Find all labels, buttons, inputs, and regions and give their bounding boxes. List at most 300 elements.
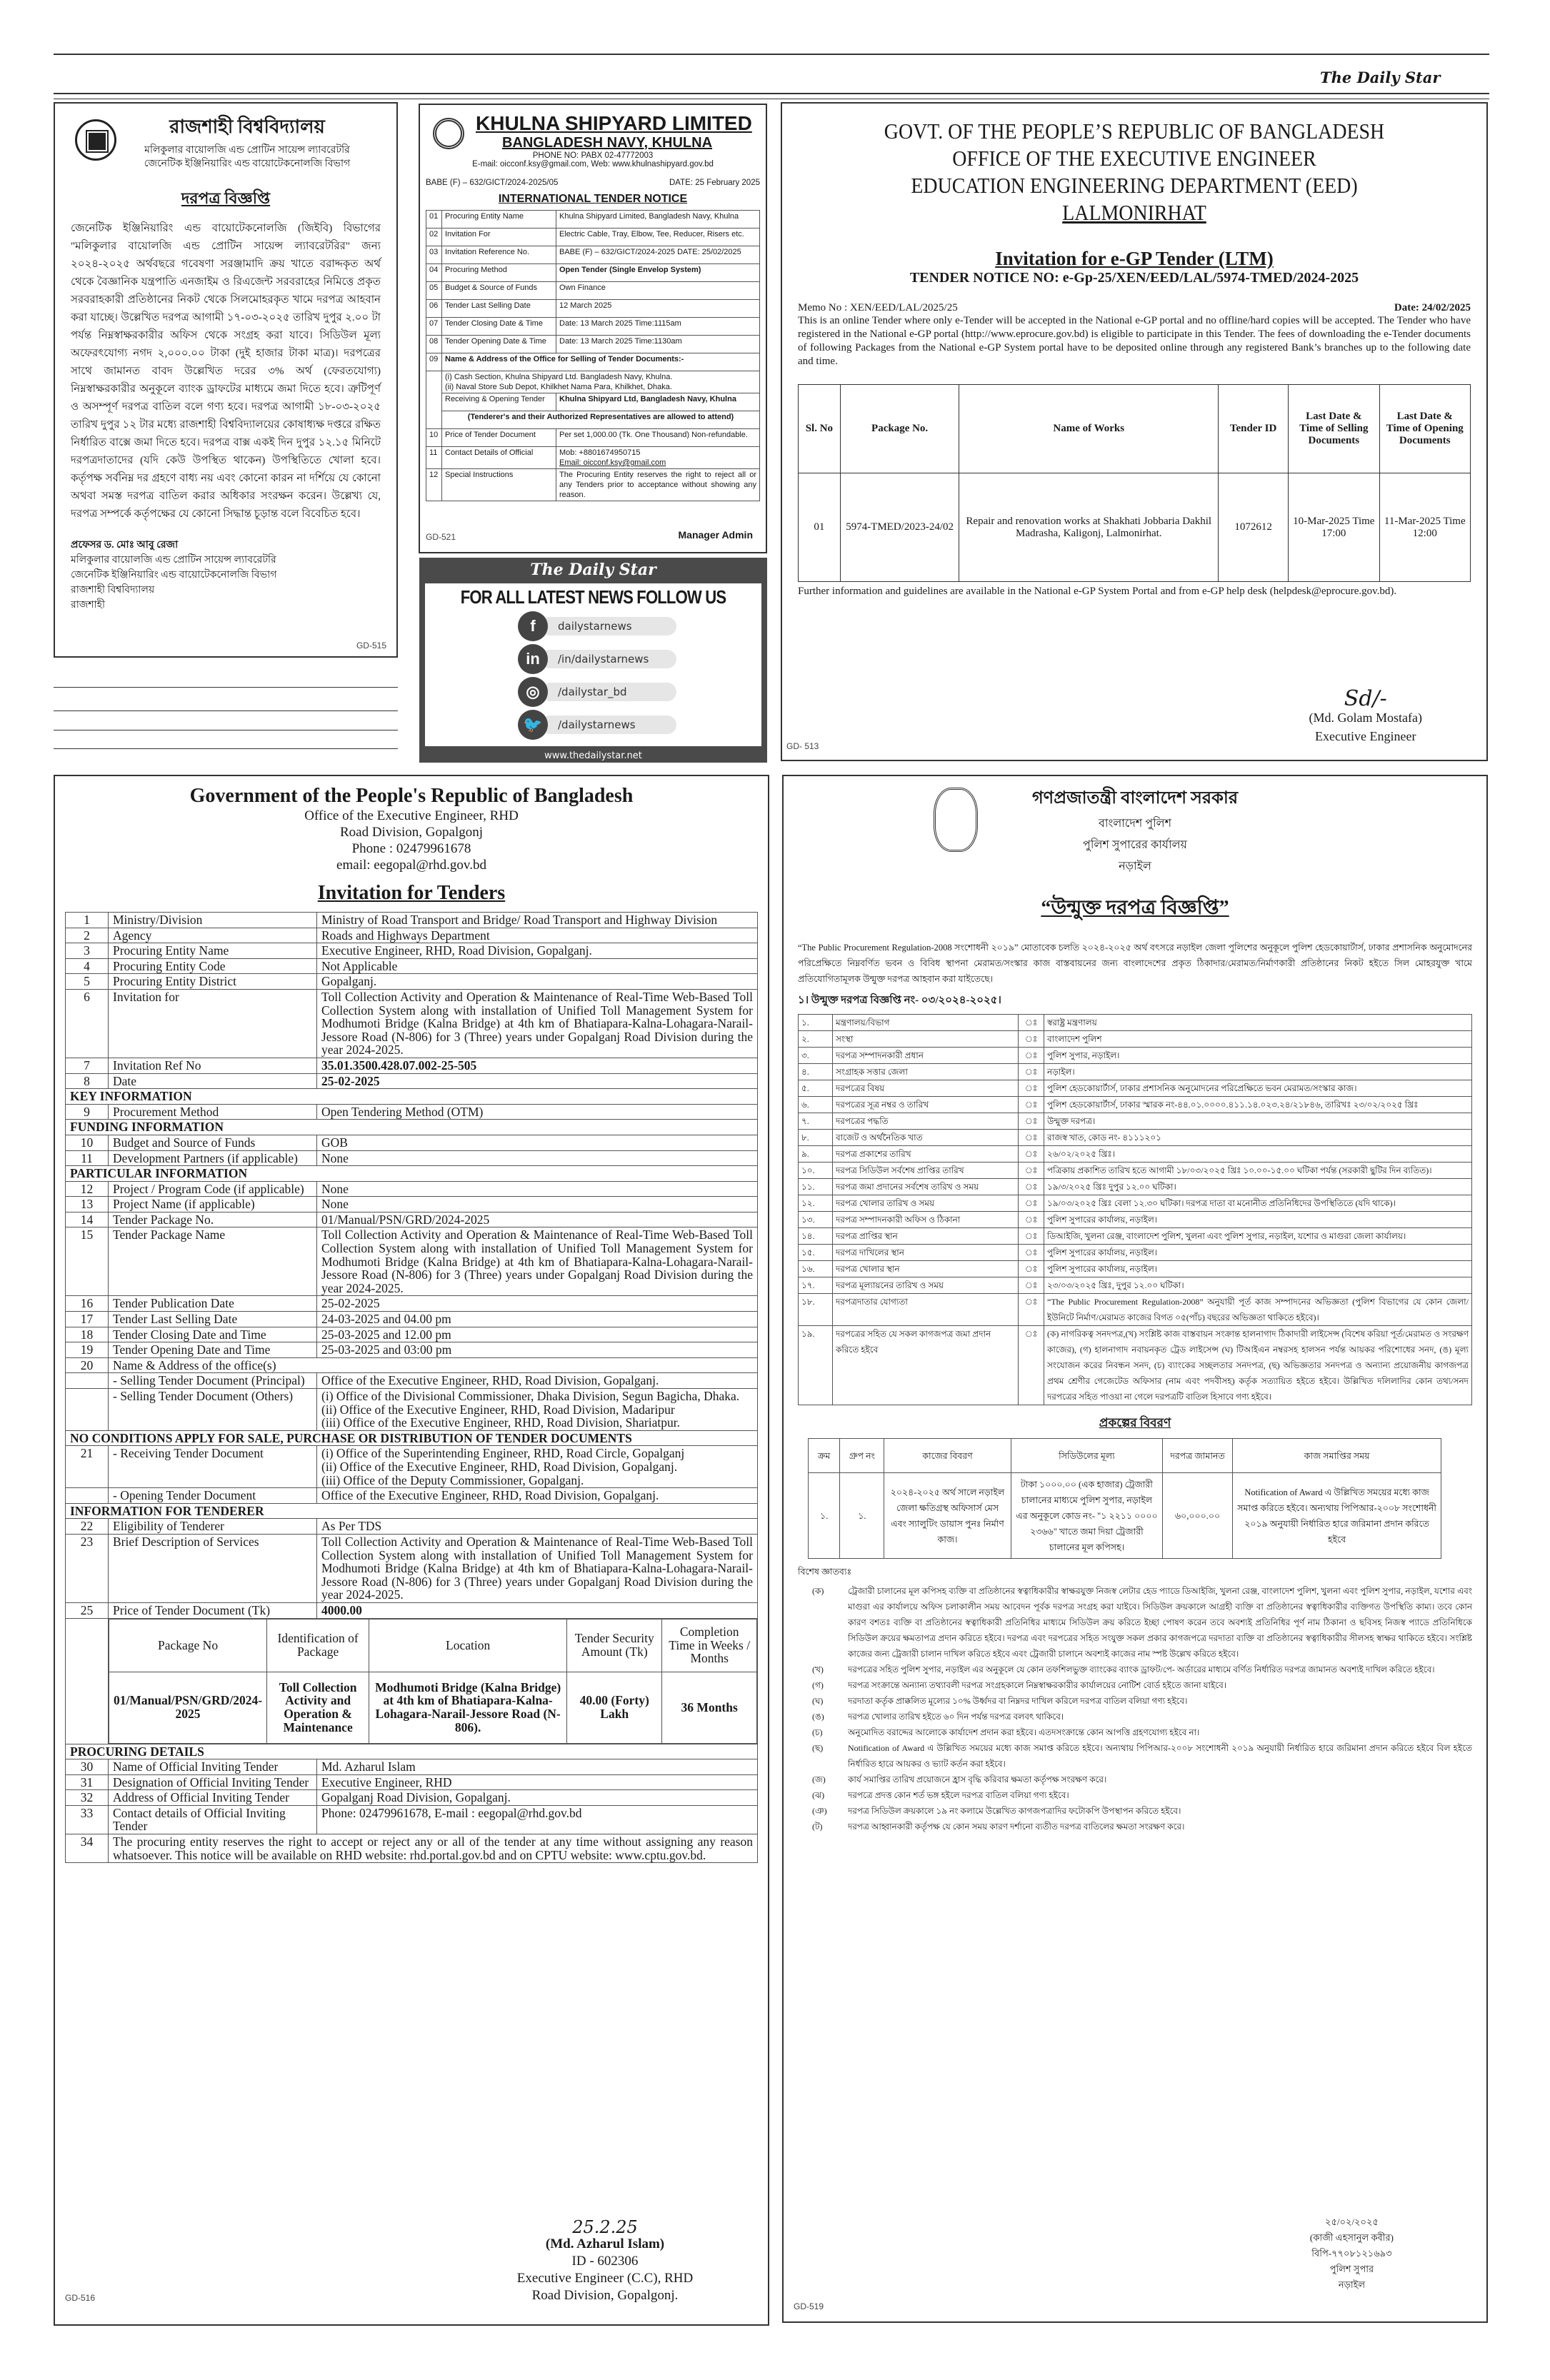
row-label: Project Name (if applicable) xyxy=(109,1197,317,1212)
row-number: ৩. xyxy=(799,1048,833,1064)
row-number: 3 xyxy=(66,943,109,959)
row-value: None xyxy=(317,1150,758,1166)
row-label: Tender Last Selling Date xyxy=(109,1312,317,1327)
colon: ঃ xyxy=(1019,1097,1044,1113)
notice-org-title: গণপ্রজাতন্ত্রী বাংলাদেশ সরকার xyxy=(1031,789,1239,808)
row-label: Agency xyxy=(109,928,317,943)
table-header xyxy=(799,385,1471,473)
table-row xyxy=(66,974,758,990)
row-label: মন্ত্রণালয়/বিভাগ xyxy=(833,1015,1019,1031)
note-text: দরপত্রের সহিত পুলিশ সুপার, নড়াইল এর অনুকূলে যে কোন তফশিলভুক্ত ব্যাংকের ব্যাংক ড্রাফট/পে- অর্ডারের মাধ্যমে বর্ণিত নির্ধারিত দরপত্র জামানত অবশ্যই দাখিল করিতে হইবে। xyxy=(848,1665,1435,1674)
row-number xyxy=(66,1389,109,1431)
office-item: (i) Cash Section, Khulna Shipyard Ltd. Bangladesh Navy, Khulna. xyxy=(445,373,673,381)
signature-date: ২৫/০২/২০২৫ xyxy=(1325,2216,1379,2227)
row-number: 18 xyxy=(66,1327,109,1342)
row-value: ডিআইজি, খুলনা রেঞ্জ, বাংলাদেশ পুলিশ, খুলনা এবং পুলিশ সুপার, নড়াইল, যশোর ও মাগুরা জেলা কার্যালয়। xyxy=(1044,1228,1472,1245)
org-line: email: eegopal@rhd.gov.bd xyxy=(336,858,486,873)
signer-line: Executive Engineer (C.C), RHD xyxy=(516,2271,694,2286)
row-number: 9 xyxy=(66,1104,109,1120)
row-value: 25-02-2025 xyxy=(317,1296,758,1312)
mobile: Mob: +8801674950715 xyxy=(559,448,641,457)
row-number: ১২. xyxy=(799,1195,833,1212)
row-value: Office of the Executive Engineer, RHD, Road Division, Gopalganj. xyxy=(317,1373,758,1389)
table-cell: 11-Mar-2025 Time 12:00 xyxy=(1379,473,1470,582)
notice-date: DATE: 25 February 2025 xyxy=(669,179,760,187)
row-value: Open Tendering Method (OTM) xyxy=(317,1104,758,1120)
row-number xyxy=(66,1488,109,1504)
column-header: Package No xyxy=(109,1619,267,1672)
table-row xyxy=(66,1197,758,1212)
row-value: পুলিশ সুপারের কার্যালয়, নড়াইল। xyxy=(1044,1261,1472,1277)
row-value: Not Applicable xyxy=(317,958,758,974)
column-header: Sl. No xyxy=(799,385,841,473)
row-number: 2 xyxy=(66,928,109,943)
colon: ঃ xyxy=(1019,1228,1044,1245)
row-label: দরপত্র দাখিলের স্থান xyxy=(833,1245,1019,1261)
table-row xyxy=(66,1327,758,1342)
notice-title: “উন্মুক্ত দরপত্র বিজ্ঞপ্তি” xyxy=(1041,897,1229,919)
row-number: ১৬. xyxy=(799,1261,833,1277)
row-label: Tender Opening Date & Time xyxy=(442,336,556,353)
note-item xyxy=(798,1709,1472,1724)
row-value: Electric Cable, Tray, Elbow, Tee, Reducer, Risers etc. xyxy=(556,229,760,246)
blank-rule xyxy=(54,687,398,688)
notice-number: ১। উন্মুক্ত দরপত্র বিজ্ঞপ্তি নং- ০৩/২০২৪-২০২৫। xyxy=(798,995,1001,1006)
table-row xyxy=(66,1166,758,1182)
row-label: দরপত্র সিডিউল সর্বশেষ প্রাপ্তির তারিখ xyxy=(833,1163,1019,1179)
note-marker: (ছ) xyxy=(812,1743,824,1753)
table-row xyxy=(799,1261,1472,1277)
table-row xyxy=(66,1790,758,1806)
row-label: Contact Details of Official xyxy=(442,447,556,469)
signer-line: Road Division, Gopalgonj. xyxy=(531,2288,679,2303)
column-header: Last Date & Time of Opening Documents xyxy=(1379,385,1470,473)
note-text: দরপত্র সংক্রান্তে অন্যান্য তথ্যাবলী দরপত্র সংগ্রহকালে নিম্নস্বাক্ষরকারীর কার্যালয়ের নোটিশ বোর্ড হইতে জানা যাইবে। xyxy=(848,1680,1227,1690)
table-row xyxy=(66,1296,758,1312)
table-row xyxy=(66,1212,758,1227)
row-number: 17 xyxy=(66,1312,109,1327)
column-header: Identification of Package xyxy=(267,1619,369,1672)
row-value: Date: 13 March 2025 Time:1130am xyxy=(556,336,760,353)
note-text: দরপত্রে প্রদত্ত কোন শর্ত ভঙ্গ হইলে দরপত্র বাতিল বলিয়া গণ্য হইবে। xyxy=(848,1790,1069,1800)
row-value: BABE (F) – 632/GICT/2024-2025 DATE: 25/02/2025 xyxy=(556,246,760,264)
ad-code: GD- 513 xyxy=(786,741,819,751)
notice-org-title: রাজশাহী বিশ্ববিদ্যালয় xyxy=(169,116,325,137)
row-label: দরপত্র সম্পাদনকারী অফিস ও ঠিকানা xyxy=(833,1212,1019,1228)
column-header: Tender Security Amount (Tk) xyxy=(567,1619,662,1672)
notice-intro: This is an online Tender where only e-Tender will be accepted in the National e-GP portal and no offline/hard copies will be accepted. The Tender who have registered in the National e-GP portal (http://www.eprocure.gov.bd) is eligible to participate in this Tender. The fees of downloading the e-Tender documents of following Packages from the National e-GP System portal have to be deposited online through any registered Bank’s branches up to the following date and time. xyxy=(798,315,1471,367)
row-value: 25-02-2025 xyxy=(317,1073,758,1089)
colon: ঃ xyxy=(1019,1163,1044,1179)
row-number: 03 xyxy=(426,246,442,264)
table-row xyxy=(66,1774,758,1790)
row-value: 24-03-2025 and 04.00 pm xyxy=(317,1312,758,1327)
tender-info-table xyxy=(798,1014,1472,1405)
shipyard-emblem-icon xyxy=(433,118,464,149)
table-cell: 5974-TMED/2023-24/02 xyxy=(840,473,959,582)
note-item xyxy=(798,1803,1472,1819)
row-label: Project / Program Code (if applicable) xyxy=(109,1181,317,1197)
table-row xyxy=(799,1130,1472,1146)
colon: ঃ xyxy=(1019,1212,1044,1228)
note-text: দরদাতা কর্তৃক প্রাক্কলিত মূল্যের ১০% উর্ধ্বদর বা নিম্নদর দাখিল করিলে দরপত্র বাতিল বলিয়া গণ্য হইবে। xyxy=(848,1696,1188,1706)
row-number: 15 xyxy=(66,1227,109,1296)
row-number: 34 xyxy=(66,1834,109,1863)
website-link[interactable]: www.thedailystar.net xyxy=(544,750,642,761)
note-marker: (খ) xyxy=(812,1665,824,1674)
note-marker: (ক) xyxy=(812,1586,824,1596)
social-link[interactable] xyxy=(518,644,761,674)
colon: ঃ xyxy=(1019,1245,1044,1261)
row-value: ২৩/০৩/২০২৫ খ্রিঃ, দুপুর ১২.০০ ঘটিকা। xyxy=(1044,1277,1472,1294)
row-value: Md. Azharul Islam xyxy=(317,1759,758,1775)
row-number: 14 xyxy=(66,1212,109,1227)
row-label: দরপত্র মূল্যায়নের তারিখ ও সময় xyxy=(833,1277,1019,1294)
signature-mark: Sd/- xyxy=(1344,686,1387,711)
row-value: 25-03-2025 and 12.00 pm xyxy=(317,1327,758,1342)
row-number: 16 xyxy=(66,1296,109,1312)
table-row xyxy=(426,411,760,429)
row-value: Toll Collection Activity and Operation & Maintenance of Real-Time Web-Based Toll Collection System along with installation of Unified Toll Management System for Modhumoti Bridge (Kalna Bridge) at 4th km of Bhatiapara-Kalna-Lohagara-Narail-Jessore Road (N-806) for 3 (Three) years under Gopalganj Road Division during the year 2024-2025. xyxy=(317,1227,758,1296)
table-row xyxy=(809,1473,1441,1559)
ad-headline: FOR ALL LATEST NEWS FOLLOW US xyxy=(460,586,726,608)
table-row xyxy=(66,1104,758,1120)
memo-no: Memo No : XEN/EED/LAL/2025/25 xyxy=(798,302,958,313)
row-label: - Opening Tender Document xyxy=(109,1488,317,1504)
table-row xyxy=(426,353,760,371)
section-heading: INFORMATION FOR TENDERER xyxy=(66,1503,758,1519)
social-handle: dailystarnews xyxy=(541,617,676,636)
row-value: পত্রিকায় প্রকাশিত তারিখ হতে আগামী ১৮/০৩/২০২৫ খ্রিঃ ১০.০০-১৫.০০ ঘটিকা পর্যন্ত (সরকারী ছুটির দিন ব্যতিত)। xyxy=(1044,1163,1472,1179)
column-header: Name of Works xyxy=(959,385,1219,473)
ref-no: BABE (F) – 632/GICT/2024-2025/05 xyxy=(426,179,559,187)
section-heading: PROCURING DETAILS xyxy=(66,1744,758,1759)
package-row xyxy=(66,1618,758,1744)
row-label: Date xyxy=(109,1073,317,1089)
table-row xyxy=(66,1342,758,1358)
facebook-icon: f xyxy=(518,611,548,641)
row-number: 23 xyxy=(66,1534,109,1602)
table-row xyxy=(799,1064,1472,1080)
row-label: Ministry/Division xyxy=(109,913,317,928)
row-value: (ক) নাগরিকত্ব সনদপত্র,(খ) সংশ্লিষ্ট কাজ বাস্তবায়ন সংক্রান্ত হালনাগাদ ঠিকাদারী লাইসেন্স (বিশেষ করিয়া পূর্ত/মেরামত ও সংরক্ষণ কাজের), (গ) হালনাগাদ নবায়নকৃত ট্রেড লাইসেন্স (ঘ) টিআইএন নম্বরসহ হালসন পর্যন্ত আয়কর পরিশোধের সনদ, (ঙ) মূল্য সংযোজন করের নিবন্ধন সনদ, (চ) ব্যাংকের সচ্ছলতার সনদপত্র, (ছ) অভিজ্ঞতার সনদপত্র ও অন্যান্য প্রয়োজনীয় কাগজপত্র প্রথম শ্রেণীর গেজেটেড অফিসার (নাম এবং পদবীসহ) কর্তৃক সত্যায়িত হইতে হইবে। উল্লিখিত দলিলাদির কোন তথ্য/সনদ দরপত্রের সহিত পাওয়া না গেলে দরপত্রটি বাতিল হিসাবে গণ্য হইবে। xyxy=(1044,1326,1472,1405)
office-list xyxy=(442,371,760,393)
row-number: 19 xyxy=(66,1342,109,1358)
table-cell: টাকা ১০০০.০০ (এক হাজার) ট্রেজারী চালানের মাধ্যমে পুলিশ সুপার, নড়াইল এর অনুকূলে কোড নং- "১ ২২১১ ০০০০ ২৩৬৬" খাতে জমা দিয়া ট্রেজারী চালানের মূল কপিসহ। xyxy=(1011,1473,1163,1559)
row-number: ৫. xyxy=(799,1080,833,1097)
row-number xyxy=(66,1373,109,1389)
ad-code: GD-516 xyxy=(65,2293,96,2303)
row-value: Khulna Shipyard Ltd, Bangladesh Navy, Khulna xyxy=(556,393,760,411)
row-label: Tender Closing Date and Time xyxy=(109,1327,317,1342)
table-row xyxy=(66,943,758,959)
row-label: Development Partners (if applicable) xyxy=(109,1150,317,1166)
note-item xyxy=(798,1787,1472,1803)
table-row xyxy=(66,1834,758,1863)
table-row xyxy=(66,1227,758,1296)
row-number: ১১. xyxy=(799,1179,833,1195)
instagram-icon: ◎ xyxy=(518,677,548,707)
colon: ঃ xyxy=(1019,1130,1044,1146)
row-number: ১. xyxy=(799,1015,833,1031)
signer-line: মলিকুলার বায়োলজি এন্ড প্রোটিন সায়েন্স ল্যাবরেটরি xyxy=(71,555,276,566)
signer-name: (Md. Azharul Islam) xyxy=(545,2236,665,2251)
row-value: ১৯/৩/২০২৫ খ্রিঃ দুপুর ১২.০০ ঘটিকা। xyxy=(1044,1179,1472,1195)
table-row xyxy=(66,1357,758,1373)
table-row xyxy=(109,1672,757,1743)
row-label: Invitation For xyxy=(442,229,556,246)
org-line: Office of the Executive Engineer, RHD xyxy=(304,808,519,823)
table-row xyxy=(66,1150,758,1166)
header-line: GOVT. OF THE PEOPLE’S REPUBLIC OF BANGLADESH xyxy=(884,119,1385,144)
note-item xyxy=(798,1677,1472,1693)
row-label: সংগ্রাহক সত্তার জেলা xyxy=(833,1064,1019,1080)
table-row xyxy=(799,1146,1472,1163)
table-row xyxy=(799,473,1471,582)
table-row xyxy=(799,1294,1472,1326)
row-label: Name of Official Inviting Tender xyxy=(109,1759,317,1775)
row-label: Price of Tender Document (Tk) xyxy=(109,1602,317,1618)
column-header: Package No. xyxy=(840,385,959,473)
table-row xyxy=(426,429,760,447)
row-label: Tender Last Selling Date xyxy=(442,300,556,318)
note-marker: (ঙ) xyxy=(812,1712,824,1722)
social-link[interactable] xyxy=(518,611,761,641)
row-label: - Selling Tender Document (Others) xyxy=(109,1389,317,1431)
table-row xyxy=(66,1602,758,1618)
row-label: সংস্থা xyxy=(833,1031,1019,1048)
row-number: 4 xyxy=(66,958,109,974)
column-header: Tender ID xyxy=(1219,385,1289,473)
row-value: Date: 13 March 2025 Time:1115am xyxy=(556,318,760,336)
ad-code: GD-519 xyxy=(794,2301,824,2311)
note-text: ট্রেজারী চালানের মূল কপিসহ ব্যক্তি বা প্রতিষ্ঠানের স্বত্বাধিকারীর স্বাক্ষরযুক্ত নিজস্ব লেটার হেড প্যাডে ডিআইজি, খুলনা রেঞ্জ, বাংলাদেশ পুলিশ, খুলনা এবং পুলিশ সুপার, নড়াইল, যশোর এবং মাগুরা এর কার্যালয়ে অফিস চলাকালীন সময় আবেদন পূর্বক দরপত্র সংগ্রহ করা যাইবে। সিডিউল ক্রয়কালে আগ্রহী ব্যক্তি বা প্রতিষ্ঠানের স্বত্বাধিকারীর ব্যক্তিগত উপস্থিতি কাম্য। তবে কোন কারণ বশতঃ ব্যক্তি বা প্রতিষ্ঠানের স্বত্বাধিকারী প্রতিনিধির মাধ্যমে সিডিউল ক্রয় করিতে ইচ্ছা পোষণ করেন তবে অবশ্যই প্রতিনিধির পূর্ণ নাম ঠিকানা ও ছবিসহ নিজস্ব প্যাডে প্রতিনিধিকে সিডিউল ক্রয়ের ক্ষমতাপত্র প্রদান করিতে হইবে। দরপত্র এবং দরপত্রের সহিত সংযুক্ত সকল প্রকার কাগজপত্রে দরদাতা ব্যক্তি বা প্রতিষ্ঠানের স্বত্বাধিকারীর সীলসহ স্বাক্ষর থাকিতে হইবে। সংশ্লিষ্ট কাজের জন্য ট্রেজারী চালান দাখিল করিতে হইবে এবং ট্রেজারী চালানে অবশ্যই কাজের নাম স্পষ্ট উল্লেখ করিতে হইবে। xyxy=(848,1586,1472,1659)
colon: ঃ xyxy=(1019,1031,1044,1048)
signer-name: প্রফেসর ড. মোঃ আবু রেজা xyxy=(71,540,179,551)
row-value: Khulna Shipyard Limited, Bangladesh Navy, Khulna xyxy=(556,211,760,229)
section-heading: NO CONDITIONS APPLY FOR SALE, PURCHASE OR DISTRIBUTION OF TENDER DOCUMENTS xyxy=(66,1430,758,1446)
table-cell: 36 Months xyxy=(662,1672,757,1743)
row-label: - Selling Tender Document (Principal) xyxy=(109,1373,317,1389)
table-row xyxy=(799,1245,1472,1261)
ad-code: GD-515 xyxy=(356,641,386,651)
row-label: Contact details of Official Inviting Tender xyxy=(109,1805,317,1834)
further-info: Further information and guidelines are available in the National e-GP System Portal and from e-GP help desk (helpdesk@eprocure.gov.bd). xyxy=(798,586,1397,597)
row-value: Phone: 02479961678, E-mail : eegopal@rhd.gov.bd xyxy=(317,1805,758,1834)
row-label: Budget and Source of Funds xyxy=(109,1135,317,1150)
row-label: দরপত্র প্রাপ্তির স্থান xyxy=(833,1228,1019,1245)
notice-body: জেনেটিক ইঞ্জিনিয়ারিং এন্ড বায়োটেকনোলজি (জিইবি) বিভাগের "মলিকুলার বায়োলজি এন্ড প্রোটিন সায়েন্স ল্যাবরেটরির" জন্য ২০২৪-২০২৫ অর্থবছরে গবেষণা সরঞ্জামাদি ক্রয় খাতে বরাদ্দকৃত অর্থ থেকে বৈজ্ঞানিক যন্ত্রপাতি এনজাইম ও রিএজেন্ট সরবরাহের নিমিত্তে প্রকৃত সরবরাহকারী প্রতিষ্ঠানের নিকট থেকে সিলমোহরকৃত খামে দরপত্র আহবান করা যাচ্ছে। উল্লেখিত দরপত্র আগামী ১৭-০৩-২০২৫ তারিখ দুপুর ২.০০ টা পর্যন্ত নিম্নস্বাক্ষরকারীর অফিস থেকে সংগ্রহ করা যাবে। সিডিউল মূল্য অফেরৎযোগ্য নগদ ২,০০০.০০ টাকা (দুই হাজার টাকা মাত্র)। দরপত্রের সাথে জামানত বাবদ উল্লেখিত দরের ৩% অর্থ (ফেরতযোগ্য) নিম্নস্বাক্ষরকারীর অনুকূলে ব্যাংক ড্রাফটের মাধ্যমে জমা দিতে হবে। ত্রুটিপূর্ণ ও অসম্পূর্ণ দরপত্র বাতিল বলে গণ্য হবে। দরপত্র আগামী ১৮-০৩-২০২৫ তারিখ দুপুর ১২ টার মধ্যে রাজশাহী বিশ্ববিদ্যালয়ের কোষাধ্যক্ষ দপ্তরে রক্ষিত নির্ধারিত বাক্সে জমা দিতে হবে। দরপত্র বাক্স একই দিন দুপুর ১২.১৫ মিনিটে দরপত্রদাতাদের (যদি কেউ উপস্থিত থাকেন) উপস্থিতিতে খোলা হবে। কর্তৃপক্ষ সর্বনিম্ন দর গ্রহণে বাধ্য নয় এবং কোনো কারন না দর্শিয়ে যে কোনো অথবা সমস্ত দরপত্র বাতিল করার অধিকার সংরক্ষন করেন। উল্লেখ্য যে, দরপত্র সম্পর্কে কর্তৃপক্ষের যে কোনো সিদ্ধান্ত চূড়ান্ত বলে বিবেচিত হবে। xyxy=(71,223,381,520)
table-row xyxy=(426,264,760,282)
row-value: ২৬/০২/২০২৫ খ্রিঃ। xyxy=(1044,1146,1472,1163)
row-value: Toll Collection Activity and Operation & Maintenance of Real-Time Web-Based Toll Collection System along with installation of Unified Toll Management System for Modhumoti Bridge (Kalna Bridge) at 4th km of Bhatiapara-Kalna-Lohagara-Narail-Jessore Road (N-806) for 3 (Three) years under Gopalganj Road Division during the year 2024-2025. xyxy=(317,1534,758,1602)
row-value: Per set 1,000.00 (Tk. One Thousand) Non-refundable. xyxy=(556,429,760,447)
note-marker: (জ) xyxy=(812,1774,826,1784)
table-header xyxy=(109,1619,757,1672)
row-value: Open Tender (Single Envelop System) xyxy=(556,264,760,282)
row-label: Procuring Entity Name xyxy=(109,943,317,959)
note-marker: (ঘ) xyxy=(812,1696,824,1706)
column-header: Location xyxy=(369,1619,567,1672)
table-row xyxy=(426,211,760,229)
row-label: Budget & Source of Funds xyxy=(442,282,556,300)
notice-org-sub: BANGLADESH NAVY, KHULNA xyxy=(501,135,713,151)
row-number: 08 xyxy=(426,336,442,353)
row-label: Name & Address of the office(s) xyxy=(109,1357,758,1373)
note-text: কার্য সমাপ্তির তারিখ প্রয়োজনে হ্রাস বৃদ্ধি করিবার ক্ষমতা কর্তৃপক্ষ সংরক্ষণ করে। xyxy=(848,1774,1107,1784)
row-number: ১০. xyxy=(799,1163,833,1179)
row-label: Procuring Method xyxy=(442,264,556,282)
twitter-icon: 🐦 xyxy=(518,710,548,740)
row-value: Executive Engineer, RHD, Road Division, Gopalganj. xyxy=(317,943,758,959)
row-number xyxy=(66,1618,109,1744)
column-header: ক্রম xyxy=(809,1439,840,1473)
row-value: (i) Office of the Superintending Engineer, RHD, Road Circle, Gopalganj (ii) Office of the Executive Engineer, RHD, Road Division, Gopalganj. (iii) Office of the Deputy Commissioner, Gopalganj. xyxy=(317,1446,758,1488)
social-link[interactable] xyxy=(518,677,761,707)
signer-line: বিপি-৭৭০৮১২১৬৯৩ xyxy=(1311,2248,1392,2259)
table-row xyxy=(66,1805,758,1834)
note-text: দরপত্র খোলার তারিখ হইতে ৬০ দিন পর্যন্ত দরপত্র বলবৎ থাকিবে। xyxy=(848,1712,1064,1722)
note-item xyxy=(798,1583,1472,1662)
row-number: 8 xyxy=(66,1073,109,1089)
table-row xyxy=(66,1312,758,1327)
signer-line: পুলিশ সুপার xyxy=(1329,2264,1374,2274)
row-number: 12 xyxy=(426,469,442,501)
row-number: 30 xyxy=(66,1759,109,1775)
office-item: (ii) Naval Store Sub Depot, Khilkhet Nama Para, Khilkhet, Dhaka. xyxy=(445,383,672,391)
row-number: 1 xyxy=(66,913,109,928)
row-label: Designation of Official Inviting Tender xyxy=(109,1774,317,1790)
signer-name: (Md. Golam Mostafa) xyxy=(1309,711,1422,725)
social-handle: /dailystar_bd xyxy=(541,683,676,701)
row-value: (i) Office of the Divisional Commissioner, Dhaka Division, Segun Bagicha, Dhaka. (ii) Office of the Executive Engineer, RHD, Road Division, Madaripur (iii) Office of the Executive Engineer, RHD, Road Division, Shariatpur. xyxy=(317,1389,758,1431)
row-number: 25 xyxy=(66,1602,109,1618)
notice-intro: “The Public Procurement Regulation-2008 সংশোধনী ২০১৯” মোতাবেক চলতি ২০২৪-২০২৫ অর্থ বৎসরে নড়াইল জেলা পুলিশের অনুকূলে পুলিশ হেডকোয়ার্টার্স, ঢাকার প্রশাসনিক অনুমোদনের পরিপ্রেক্ষিতে নিম্নবর্ণিত ভবন ও বিবিধ স্থাপনা মেরামত/সংস্কার কাজ বাস্তবায়নের জন্য বাংলাদেশের প্রকৃত ঠিকাদার/মেরামত/নির্মাণকারী প্রতিষ্ঠানের নিকট হইতে সিল মোহরযুক্ত খামে প্রতিযোগিতামূলক উন্মুক্ত দরপত্র আহবান করা যাইতেছে। xyxy=(798,943,1472,984)
table-cell: Modhumoti Bridge (Kalna Bridge) at 4th km of Bhatiapara-Kalna-Lohagara-Narail-Jessore Road (N-806). xyxy=(369,1672,567,1743)
row-number: 01 xyxy=(426,211,442,229)
table-row xyxy=(66,1759,758,1775)
table-row xyxy=(426,393,760,411)
table-row xyxy=(66,1503,758,1519)
table-cell: 40.00 (Forty) Lakh xyxy=(567,1672,662,1743)
ad-code: GD-521 xyxy=(426,532,456,542)
package-table xyxy=(109,1619,757,1744)
row-number: ৮. xyxy=(799,1130,833,1146)
row-label: দরপত্রদাতার যোগ্যতা xyxy=(833,1294,1019,1326)
row-value: 12 March 2025 xyxy=(556,300,760,318)
colon: ঃ xyxy=(1019,1146,1044,1163)
note-item xyxy=(798,1772,1472,1787)
row-number: 31 xyxy=(66,1774,109,1790)
table-header xyxy=(809,1439,1441,1473)
eed-lalmonirhat-tender-notice xyxy=(781,102,1488,761)
colon: ঃ xyxy=(1019,1277,1044,1294)
table-cell: 10-Mar-2025 Time 17:00 xyxy=(1289,473,1379,582)
row-value: Toll Collection Activity and Operation & Maintenance of Real-Time Web-Based Toll Collection System along with installation of Unified Toll Management System for Modhumoti Bridge (Kalna Bridge) at 4th km of Bhatiapara-Kalna-Lohagara-Narail-Jessore Road (N-806) for 3 (Three) years under Gopalganj Road Division during the year 2024-2025. xyxy=(317,989,758,1058)
note-text: Notification of Award এ উল্লিখিত সময়ের মধ্যে কাজ সমাপ্ত করিতে হইবে। অন্যথায় পিপিআর-২০০৮ সংশোধনী ২০১৯ অনুযায়ী নির্ধারিত হারে জরিমানা প্রদান করিতে হইবে বিল হইতে নির্ধারিত হারে আয়কর ও ভ্যাট কর্তন করা হইবে। xyxy=(848,1743,1472,1769)
social-handle: /dailystarnews xyxy=(541,715,676,734)
row-value: উন্মুক্ত দরপত্র। xyxy=(1044,1113,1472,1130)
row-label: দরপত্র খোলার তারিখ ও সময় xyxy=(833,1195,1019,1212)
row-number: 07 xyxy=(426,318,442,336)
note-text: দরপত্র আহ্বানকারী কর্তৃপক্ষ যে কোন সময় কারণ দর্শানো ব্যতীত দরপত্র বাতিলের ক্ষমতা সংরক্ষণ করে। xyxy=(848,1822,1185,1832)
notice-heading: INTERNATIONAL TENDER NOTICE xyxy=(498,193,688,205)
row-number xyxy=(426,371,442,429)
row-label: Brief Description of Services xyxy=(109,1534,317,1602)
org-line: বাংলাদেশ পুলিশ xyxy=(1098,818,1172,830)
row-value: The procuring entity reserves the right to accept or reject any or all of the tender at any time without assigning any reason whatsoever. This notice will be available on RHD website: rhd.portal.gov.bd and on CPTU website: www.cptu.gov.bd. xyxy=(109,1834,758,1863)
note-text: অনুমোদিত বরাদ্দের আলোকে কার্যাদেশ প্রদান করা হইবে। এতদসংক্রান্তে কোন আপত্তি গ্রহণযোগ্য হইবে না। xyxy=(848,1727,1200,1737)
signer-line: নড়াইল xyxy=(1338,2279,1366,2290)
note-item xyxy=(798,1740,1472,1772)
row-label: - Receiving Tender Document xyxy=(109,1446,317,1488)
notice-org-title: KHULNA SHIPYARD LIMITED xyxy=(476,112,752,134)
notice-date: Date: 24/02/2025 xyxy=(1394,302,1471,313)
table-row xyxy=(799,1195,1472,1212)
notice-org-title: Government of the People's Republic of Bangladesh xyxy=(189,785,634,807)
row-number: 13 xyxy=(66,1197,109,1212)
colon: ঃ xyxy=(1019,1048,1044,1064)
row-label: Tender Package Name xyxy=(109,1227,317,1296)
row-number: ১৫. xyxy=(799,1245,833,1261)
table-row xyxy=(66,1135,758,1150)
table-row xyxy=(799,1031,1472,1048)
masthead-logo: The Daily Star xyxy=(1320,69,1441,86)
colon: ঃ xyxy=(1019,1064,1044,1080)
notice-heading: দরপত্র বিজ্ঞপ্তি xyxy=(181,189,271,207)
notice-title: Invitation for e-GP Tender (LTM) xyxy=(995,248,1274,269)
row-number: ২. xyxy=(799,1031,833,1048)
header-line: OFFICE OF THE EXECUTIVE ENGINEER xyxy=(952,146,1316,171)
row-value: পুলিশ সুপারের কার্যালয়, নড়াইল। xyxy=(1044,1212,1472,1228)
row-label: দরপত্রের বিষয় xyxy=(833,1080,1019,1097)
note-item xyxy=(798,1693,1472,1709)
row-label: Tender Closing Date & Time xyxy=(442,318,556,336)
notice-org-sub: জেনেটিক ইঞ্জিনিয়ারিং এন্ড বায়োটেকনোলজি বিভাগ xyxy=(144,159,351,169)
table-row xyxy=(799,1080,1472,1097)
org-line: Phone : 02479961678 xyxy=(351,841,471,856)
table-row xyxy=(799,1163,1472,1179)
notes-title: বিশেষ জ্ঞাতব্যঃ xyxy=(798,1567,852,1577)
row-number: ৪. xyxy=(799,1064,833,1080)
table-row xyxy=(66,1534,758,1602)
row-label: দরপত্রের পদ্ধতি xyxy=(833,1113,1019,1130)
colon: ঃ xyxy=(1019,1113,1044,1130)
row-number: 22 xyxy=(66,1519,109,1535)
linkedin-icon: in xyxy=(518,644,548,674)
table-row xyxy=(66,989,758,1058)
table-row xyxy=(66,1744,758,1759)
signature-block xyxy=(1309,686,1422,745)
table-row xyxy=(66,913,758,928)
row-label: Procuring Entity District xyxy=(109,974,317,990)
row-value: Own Finance xyxy=(556,282,760,300)
tender-table xyxy=(426,210,760,501)
social-link[interactable] xyxy=(518,710,761,740)
row-value: None xyxy=(317,1181,758,1197)
header-line: LALMONIRHAT xyxy=(1062,200,1206,225)
table-row xyxy=(426,246,760,264)
row-number: ৯. xyxy=(799,1146,833,1163)
row-value: None xyxy=(317,1197,758,1212)
row-number: 32 xyxy=(66,1790,109,1806)
table-row xyxy=(66,1430,758,1446)
row-number: ১৩. xyxy=(799,1212,833,1228)
table-row xyxy=(799,1097,1472,1113)
rajshahi-university-tender-notice xyxy=(54,102,398,658)
email-link[interactable]: Email: oicconf.ksy@gmail.com xyxy=(559,458,666,467)
row-label: Invitation Reference No. xyxy=(442,246,556,264)
